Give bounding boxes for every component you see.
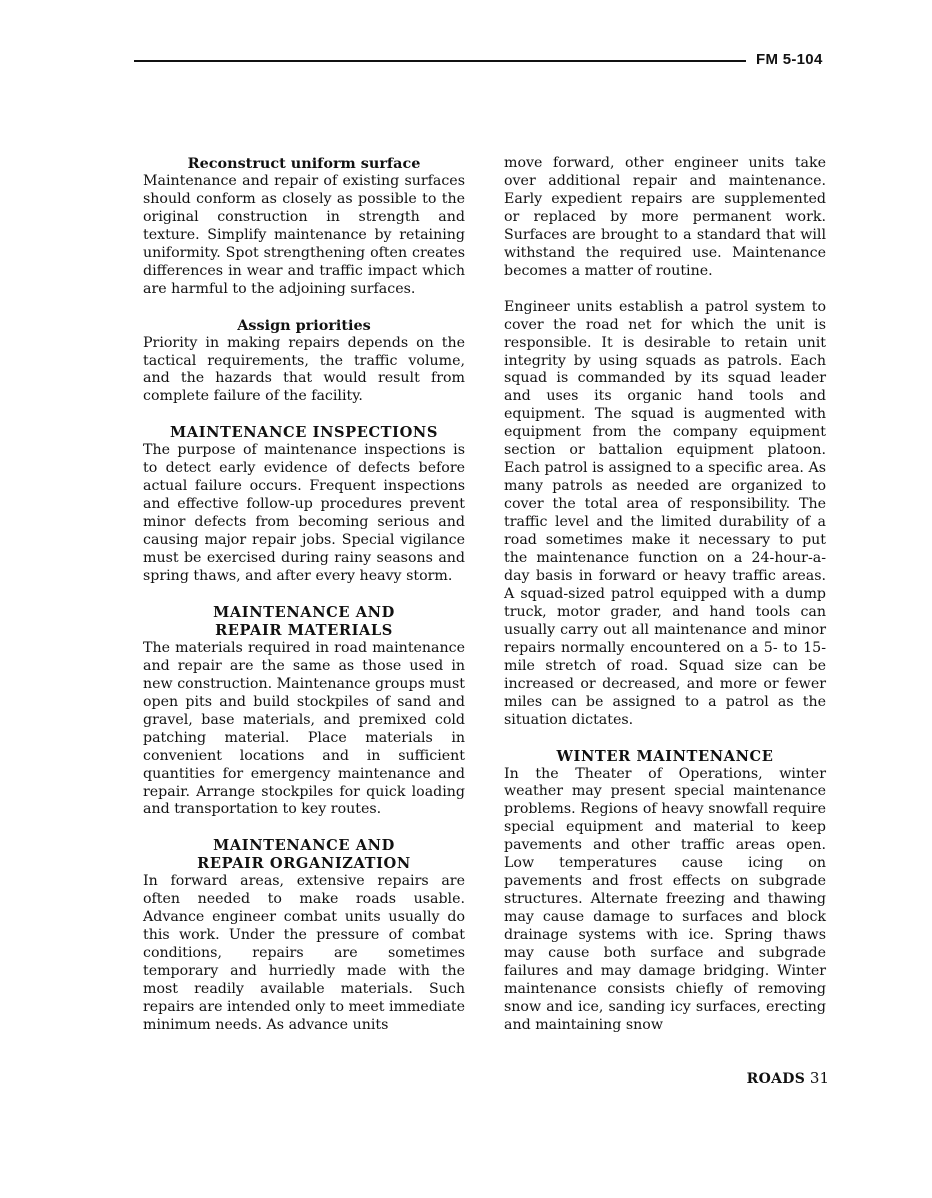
paragraph-materials: The materials required in road maintenance and repair are the same as those used in new construction. Maintenance groups must open pits and build stockpiles of sand and gravel, base materials, and premixed cold patching material. Place materials in convenient locations and in sufficient quantities for emergency maintenance and repair. Arrange stockpiles for quick loading and transportation to key routes. [143, 639, 465, 818]
paragraph-inspections: The purpose of maintenance inspections is to detect early evidence of defects before actual failure occurs. Frequent inspections and effective follow-up procedures prevent minor defects from becoming serious and causing major repair jobs. Special vigilance must be exercised during rainy seasons and spring thaws, and after every heavy storm. [143, 442, 465, 585]
right-column [504, 155, 826, 1053]
page-footer [747, 1069, 829, 1087]
paragraph-organization: In forward areas, extensive repairs are often needed to make roads usable. Advance engineer combat units usually do this work. Under the pressure of combat conditions, repairs are sometimes temporary and hurriedly made with the most readily available materials. Such repairs are intended only to meet immediate minimum needs. As advance units [143, 873, 465, 1033]
paragraph-reconstruct: Maintenance and repair of existing surfaces should conform as closely as possible to the original construction in strength and texture. Simplify maintenance by retaining uniformity. Spot strengthening often creates differences in wear and traffic impact which are harmful to the adjoining surfaces. [143, 172, 465, 297]
paragraph-continuation: move forward, other engineer units take over additional repair and maintenance. Early expedient repairs are supplemented or replaced by more permanent work. Surfaces are brought to a standard that will withstand the required use. Maintenance becomes a matter of routine. [504, 155, 826, 279]
heading-line: MAINTENANCE AND [213, 603, 395, 621]
heading-line: MAINTENANCE AND [213, 837, 395, 855]
section-heading-priorities: Assign priorities [237, 316, 371, 334]
paragraph-winter: In the Theater of Operations, winter weather may present special maintenance problems. Regions of heavy snowfall require special equipment and material to keep pavements and other traffic areas open. Low temperatures cause icing on pavements and frost effects on subgrade structures. Alternate freezing and thawing may cause damage to surfaces and block drainage systems with ice. Spring thaws may cause both surface and subgrade failures and may damage bridging. Winter maintenance consists chiefly of removing snow and ice, sanding icy surfaces, erecting and maintaining snow [504, 765, 826, 1033]
footer-title: ROADS [746, 1071, 806, 1087]
section-heading-materials [143, 604, 465, 640]
section-heading-reconstruct: Reconstruct uniform surface [187, 155, 421, 172]
header-rule [134, 60, 746, 62]
page-number: 31 [809, 1069, 829, 1087]
section-heading-winter: WINTER MAINTENANCE [556, 747, 774, 765]
left-column [143, 155, 465, 1053]
paragraph-patrol-system: Engineer units establish a patrol system to cover the road net for which the unit is responsible. It is desirable to retain unit integrity by using squads as patrols. Each squad is commanded by its squad leader and uses its organic hand tools and equipment. The squad is augmented with equipment from the company equipment section or battalion equipment platoon. Each patrol is assigned to a specific area. As many patrols as needed are organized to cover the total area of responsibility. The traffic level and the limited durability of a road sometimes make it necessary to put the maintenance function on a 24-hour-a-day basis in forward or heavy traffic areas. A squad-sized patrol equipped with a dump truck, motor grader, and hand tools can usually carry out all maintenance and minor repairs normally encountered on a 5- to 15-mile stretch of road. Squad size can be increased or decreased, and more or fewer miles can be assigned to a patrol as the situation dictates. [504, 298, 826, 728]
heading-line: REPAIR ORGANIZATION [197, 855, 411, 873]
heading-line: REPAIR MATERIALS [215, 621, 393, 639]
section-heading-inspections: MAINTENANCE INSPECTIONS [170, 424, 438, 442]
document-code: FM 5-104 [756, 51, 823, 68]
paragraph-priorities: Priority in making repairs depends on the tactical requirements, the traffic volume, and the hazards that would result from complete failure of the facility. [143, 334, 465, 405]
section-heading-organization [143, 837, 465, 873]
